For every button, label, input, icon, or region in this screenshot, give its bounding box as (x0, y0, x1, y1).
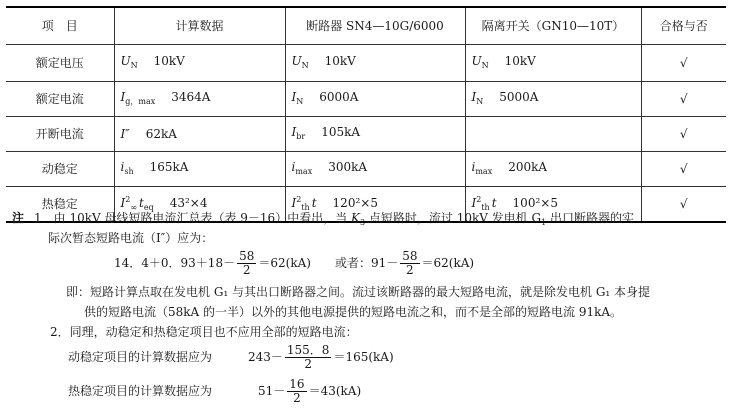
equation-1: 14．4＋0．93＋18－ $\frac{58}{2}$ ＝62(kA) 或者：91－ $\frac{58}{2}$ ＝62(kA) (114, 248, 475, 277)
symbol: U (291, 53, 302, 68)
fraction: $\frac{58}{2}$ (239, 248, 255, 277)
value: 43²×4 (169, 196, 208, 210)
value: 5000A (499, 89, 539, 104)
table-header-row (6, 7, 726, 45)
fraction: $\frac{16}{2}$ (289, 376, 305, 405)
cell-breaker (285, 152, 465, 187)
cell-breaker (285, 117, 465, 152)
subscript: th (301, 203, 310, 212)
value: 200kA (508, 159, 548, 174)
note1-line2: 际次暂态短路电流（I″）应为： (48, 231, 214, 245)
subscript: max (295, 166, 313, 176)
fraction: $\frac{58}{2}$ (402, 248, 418, 277)
value: 100²×5 (512, 196, 558, 210)
time-symbol: t (491, 196, 497, 210)
symbol: i (471, 159, 476, 174)
row-item: 动稳定 (6, 152, 114, 187)
symbol: I (120, 89, 126, 104)
cell-breaker (285, 82, 465, 117)
symbol: I (291, 196, 297, 210)
table-row (6, 45, 726, 82)
cell-calc (114, 45, 285, 82)
equation-2: 动稳定项目的计算数据应为 243－ $\frac{155.8}{2}$ ＝165(kA) (68, 342, 394, 371)
cell-switch (465, 82, 641, 117)
eq3-label: 热稳定项目的计算数据应为 (68, 384, 213, 398)
cell-switch (465, 117, 641, 152)
eq2-label: 动稳定项目的计算数据应为 (68, 350, 213, 364)
superscript: 2 (296, 195, 302, 204)
cell-calc (114, 117, 285, 152)
subscript: N (481, 60, 489, 70)
note1-line1: 1．由 10kV 母线短路电流汇总表（表 9－16）中看出，当 $K_3$ 点短路时，流过 10kV 发电机 $G_1$ 出口断路器的实 (34, 211, 635, 227)
value: 300kA (328, 159, 368, 174)
symbol: I (471, 196, 477, 210)
subscript: g，max (125, 96, 156, 106)
symbol: i (291, 159, 296, 174)
symbol: i (120, 159, 125, 174)
equipment-check-table-frame (6, 6, 726, 223)
subscript: th (481, 203, 490, 212)
table-row (6, 82, 726, 117)
row-item: 开断电流 (6, 117, 114, 152)
subscript: N (301, 60, 309, 70)
table-row (6, 117, 726, 152)
superscript: 2 (476, 195, 482, 204)
symbol: I (120, 196, 126, 210)
symbol: U (120, 53, 131, 68)
superscript: 2 (125, 195, 131, 204)
note2-line1: 2．同理，动稳定和热稳定项目也不应用全部的短路电流： (50, 325, 358, 339)
cell-switch (465, 45, 641, 82)
header-switch: 隔离开关（GN10—10T） (465, 7, 641, 45)
header-ok: 合格与否 (641, 7, 726, 45)
cell-calc (114, 82, 285, 117)
symbol: I (291, 89, 297, 104)
subscript: N (476, 96, 484, 106)
row-item: 额定电流 (6, 82, 114, 117)
value: 6000A (319, 89, 359, 104)
row-ok-mark: √ (641, 45, 726, 82)
subscript: N (296, 96, 304, 106)
row-ok-mark: √ (641, 152, 726, 187)
row-item: 额定电压 (6, 45, 114, 82)
header-calc: 计算数据 (114, 7, 285, 45)
row-ok-mark: √ (641, 187, 726, 223)
value: 62kA (145, 127, 177, 141)
fraction: $\frac{155.8}{2}$ (286, 342, 330, 371)
table-body (6, 45, 726, 223)
value: 105kA (321, 124, 361, 139)
value: 10kV (504, 53, 536, 68)
value: 165kA (149, 159, 189, 174)
symbol: U (471, 53, 482, 68)
subscript: br (296, 131, 306, 141)
table-row (6, 152, 726, 187)
header-item: 项 目 (6, 7, 114, 45)
time-symbol: t (311, 196, 317, 210)
symbol: I (471, 89, 477, 104)
subscript: max (475, 166, 493, 176)
value: 120²×5 (332, 196, 378, 210)
equation-3: 热稳定项目的计算数据应为 51－ $\frac{16}{2}$ ＝43(kA) (68, 376, 362, 405)
subscript: ∞ (130, 203, 138, 212)
row-item: 热稳定 (6, 187, 114, 223)
subscript: sh (124, 166, 134, 176)
note1-line4: 供的短路电流（58kA 的一半）以外的其他电源提供的短路电流之和，而不是全部的短路电流 91kA。 (84, 305, 623, 319)
cell-breaker (285, 45, 465, 82)
value: 10kV (153, 53, 185, 68)
row-ok-mark: √ (641, 82, 726, 117)
row-ok-mark: √ (641, 117, 726, 152)
symbol: I (291, 124, 297, 139)
symbol: I″ (120, 127, 130, 141)
subscript: N (130, 60, 138, 70)
cell-switch (465, 152, 641, 187)
note1-line3: 即：短路计算点取在发电机 G₁ 与其出口断路器之间。流过该断路器的最大短路电流，就是除发电机 G₁ 本身提 (66, 285, 651, 299)
time-subscript: eq (143, 203, 154, 212)
equipment-check-table (6, 6, 726, 223)
time-symbol: t (139, 196, 144, 210)
cell-calc (114, 152, 285, 187)
note-label: 注 (12, 211, 25, 225)
value: 3464A (171, 89, 211, 104)
value: 10kV (324, 53, 356, 68)
header-breaker: 断路器 SN4—10G/6000 (285, 7, 465, 45)
